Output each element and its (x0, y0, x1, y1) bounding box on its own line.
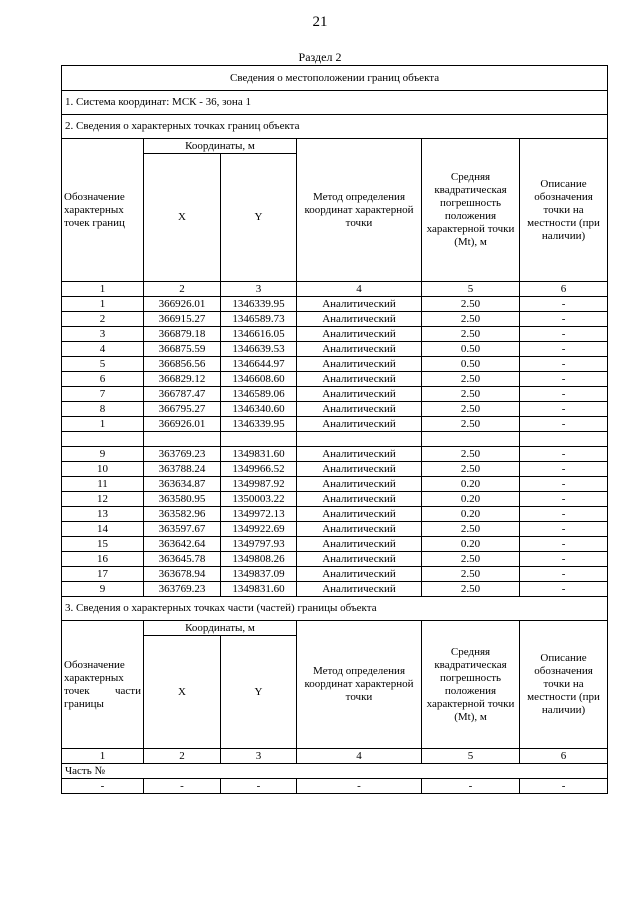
point-id-cell: 3 (62, 327, 144, 342)
y-coord-cell: 1346339.95 (221, 417, 297, 432)
y-coord-cell: 1346608.60 (221, 372, 297, 387)
mt-cell: 2.50 (422, 582, 520, 597)
col-number: 1 (62, 282, 144, 297)
desc-cell: - (520, 462, 608, 477)
mt-cell: 2.50 (422, 297, 520, 312)
y-coord-cell: 1350003.22 (221, 492, 297, 507)
desc-header: Описание обозначения точки на местности (при наличии) (520, 139, 608, 282)
col-number: 5 (422, 282, 520, 297)
desc-cell: - (520, 582, 608, 597)
desc-cell: - (520, 507, 608, 522)
method-cell: Аналитический (297, 552, 422, 567)
x-coord-cell: 363769.23 (144, 447, 221, 462)
x-coord-cell: 366926.01 (144, 297, 221, 312)
col-number: 6 (520, 282, 608, 297)
part3-y-header: Y (221, 636, 297, 749)
col-number: 1 (62, 749, 144, 764)
method-cell: Аналитический (297, 402, 422, 417)
point-id-cell: 1 (62, 297, 144, 312)
col-number: 2 (144, 749, 221, 764)
desc-cell: - (520, 522, 608, 537)
x-coord-cell: 366875.59 (144, 342, 221, 357)
mt-cell: 2.50 (422, 522, 520, 537)
x-coord-cell: 366915.27 (144, 312, 221, 327)
y-coord-cell: 1349972.13 (221, 507, 297, 522)
method-cell: Аналитический (297, 447, 422, 462)
mt-cell: 2.50 (422, 387, 520, 402)
table-row (62, 507, 608, 522)
method-cell: Аналитический (297, 462, 422, 477)
desc-cell: - (520, 372, 608, 387)
table-row (62, 552, 608, 567)
part3-point-header: Обозначение характерных точек части границы (62, 621, 144, 749)
x-coord-cell: 366787.47 (144, 387, 221, 402)
col-number: 6 (520, 749, 608, 764)
point-id-cell: 12 (62, 492, 144, 507)
x-coord-cell: 366795.27 (144, 402, 221, 417)
col-number: 4 (297, 282, 422, 297)
y-coord-cell: 1346339.95 (221, 297, 297, 312)
page-number: 21 (312, 14, 328, 30)
table-row (62, 387, 608, 402)
mt-cell: 0.20 (422, 477, 520, 492)
table-row (62, 567, 608, 582)
desc-cell: - (520, 402, 608, 417)
method-cell: Аналитический (297, 372, 422, 387)
point-id-cell: 5 (62, 357, 144, 372)
point-header: Обозначение характерных точек границ (62, 139, 144, 282)
method-cell: Аналитический (297, 417, 422, 432)
table-row (62, 779, 608, 794)
col-number: 3 (221, 282, 297, 297)
col-number: 2 (144, 282, 221, 297)
point-id-cell: 6 (62, 372, 144, 387)
contour-separator-row (62, 432, 608, 447)
coordinate-system: 1. Система координат: МСК - 36, зона 1 (62, 91, 608, 115)
y-coord-cell: 1349922.69 (221, 522, 297, 537)
y-coord-cell: 1346340.60 (221, 402, 297, 417)
y-coord-cell: 1349831.60 (221, 447, 297, 462)
point-id-cell: 13 (62, 507, 144, 522)
x-coord-cell: 363582.96 (144, 507, 221, 522)
desc-cell: - (520, 312, 608, 327)
point-id-cell: 9 (62, 582, 144, 597)
desc-cell: - (520, 537, 608, 552)
desc-cell: - (520, 327, 608, 342)
x-coord-cell: 363769.23 (144, 582, 221, 597)
empty-cell (520, 432, 608, 447)
table-row (62, 372, 608, 387)
part3-desc-header: Описание обозначения точки на местности (при наличии) (520, 621, 608, 749)
point-id-cell: 11 (62, 477, 144, 492)
x-coord-cell: 363642.64 (144, 537, 221, 552)
part3-title: 3. Сведения о характерных точках части (частей) границы объекта (62, 597, 608, 621)
table-row (62, 342, 608, 357)
y-coord-cell: 1349987.92 (221, 477, 297, 492)
point-id-cell: 1 (62, 417, 144, 432)
y-coord-cell: 1349831.60 (221, 582, 297, 597)
point-id-cell: 17 (62, 567, 144, 582)
x-coord-cell: 363788.24 (144, 462, 221, 477)
part3-error-header: Средняя квадратическая погрешность положения характерной точки (Mt), м (422, 621, 520, 749)
x-coord-cell: 363597.67 (144, 522, 221, 537)
desc-cell: - (520, 552, 608, 567)
table-row (62, 447, 608, 462)
x-header: X (144, 154, 221, 282)
table-row (62, 492, 608, 507)
y-coord-cell: 1346589.73 (221, 312, 297, 327)
col-number: 3 (221, 749, 297, 764)
desc-cell: - (520, 567, 608, 582)
empty-value-cell: - (144, 779, 221, 794)
empty-cell (221, 432, 297, 447)
table-row (62, 327, 608, 342)
desc-cell: - (520, 297, 608, 312)
table-row (62, 477, 608, 492)
y-coord-cell: 1346639.53 (221, 342, 297, 357)
empty-value-cell: - (297, 779, 422, 794)
table-row (62, 357, 608, 372)
method-cell: Аналитический (297, 492, 422, 507)
table-row (62, 462, 608, 477)
mt-cell: 2.50 (422, 462, 520, 477)
point-id-cell: 15 (62, 537, 144, 552)
mt-cell: 2.50 (422, 312, 520, 327)
col-number: 5 (422, 749, 520, 764)
mt-cell: 2.50 (422, 327, 520, 342)
part2-title: 2. Сведения о характерных точках границ объекта (62, 115, 608, 139)
mt-cell: 0.20 (422, 492, 520, 507)
point-id-cell: 4 (62, 342, 144, 357)
empty-value-cell: - (520, 779, 608, 794)
point-id-cell: 9 (62, 447, 144, 462)
x-coord-cell: 363678.94 (144, 567, 221, 582)
point-id-cell: 8 (62, 402, 144, 417)
desc-cell: - (520, 417, 608, 432)
x-coord-cell: 363634.87 (144, 477, 221, 492)
method-cell: Аналитический (297, 297, 422, 312)
desc-cell: - (520, 357, 608, 372)
desc-cell: - (520, 447, 608, 462)
x-coord-cell: 366829.12 (144, 372, 221, 387)
method-cell: Аналитический (297, 312, 422, 327)
desc-cell: - (520, 387, 608, 402)
y-header: Y (221, 154, 297, 282)
method-header: Метод определения координат характерной точки (297, 139, 422, 282)
empty-value-cell: - (62, 779, 144, 794)
mt-cell: 0.20 (422, 537, 520, 552)
x-coord-cell: 366879.18 (144, 327, 221, 342)
mt-cell: 0.20 (422, 507, 520, 522)
method-cell: Аналитический (297, 582, 422, 597)
mt-cell: 2.50 (422, 372, 520, 387)
x-coord-cell: 363580.95 (144, 492, 221, 507)
part3-method-header: Метод определения координат характерной точки (297, 621, 422, 749)
method-cell: Аналитический (297, 357, 422, 372)
y-coord-cell: 1349966.52 (221, 462, 297, 477)
empty-cell (422, 432, 520, 447)
coords-header: Координаты, м (144, 139, 297, 154)
method-cell: Аналитический (297, 507, 422, 522)
mt-cell: 2.50 (422, 552, 520, 567)
error-header: Средняя квадратическая погрешность положения характерной точки (Mt), м (422, 139, 520, 282)
table-row (62, 402, 608, 417)
method-cell: Аналитический (297, 327, 422, 342)
mt-cell: 2.50 (422, 567, 520, 582)
boundary-table (61, 65, 608, 794)
method-cell: Аналитический (297, 342, 422, 357)
mt-cell: 0.50 (422, 342, 520, 357)
x-coord-cell: 366856.56 (144, 357, 221, 372)
empty-cell (62, 432, 144, 447)
method-cell: Аналитический (297, 537, 422, 552)
method-cell: Аналитический (297, 477, 422, 492)
x-coord-cell: 366926.01 (144, 417, 221, 432)
y-coord-cell: 1349837.09 (221, 567, 297, 582)
table-row (62, 297, 608, 312)
mt-cell: 2.50 (422, 447, 520, 462)
empty-cell (144, 432, 221, 447)
x-coord-cell: 363645.78 (144, 552, 221, 567)
method-cell: Аналитический (297, 522, 422, 537)
table-title: Сведения о местоположении границ объекта (62, 66, 608, 91)
table-row (62, 522, 608, 537)
part3-coords-header: Координаты, м (144, 621, 297, 636)
point-id-cell: 14 (62, 522, 144, 537)
empty-value-cell: - (422, 779, 520, 794)
desc-cell: - (520, 342, 608, 357)
part3-x-header: X (144, 636, 221, 749)
table-row (62, 582, 608, 597)
point-id-cell: 7 (62, 387, 144, 402)
table-row (62, 537, 608, 552)
empty-cell (297, 432, 422, 447)
part-label: Часть № (62, 764, 608, 779)
table-row (62, 417, 608, 432)
desc-cell: - (520, 492, 608, 507)
y-coord-cell: 1349797.93 (221, 537, 297, 552)
point-id-cell: 16 (62, 552, 144, 567)
y-coord-cell: 1346644.97 (221, 357, 297, 372)
col-number: 4 (297, 749, 422, 764)
desc-cell: - (520, 477, 608, 492)
point-id-cell: 10 (62, 462, 144, 477)
empty-value-cell: - (221, 779, 297, 794)
mt-cell: 0.50 (422, 357, 520, 372)
method-cell: Аналитический (297, 387, 422, 402)
method-cell: Аналитический (297, 567, 422, 582)
y-coord-cell: 1349808.26 (221, 552, 297, 567)
mt-cell: 2.50 (422, 417, 520, 432)
table-row (62, 312, 608, 327)
y-coord-cell: 1346616.05 (221, 327, 297, 342)
mt-cell: 2.50 (422, 402, 520, 417)
y-coord-cell: 1346589.06 (221, 387, 297, 402)
section-label: Раздел 2 (298, 50, 342, 64)
point-id-cell: 2 (62, 312, 144, 327)
